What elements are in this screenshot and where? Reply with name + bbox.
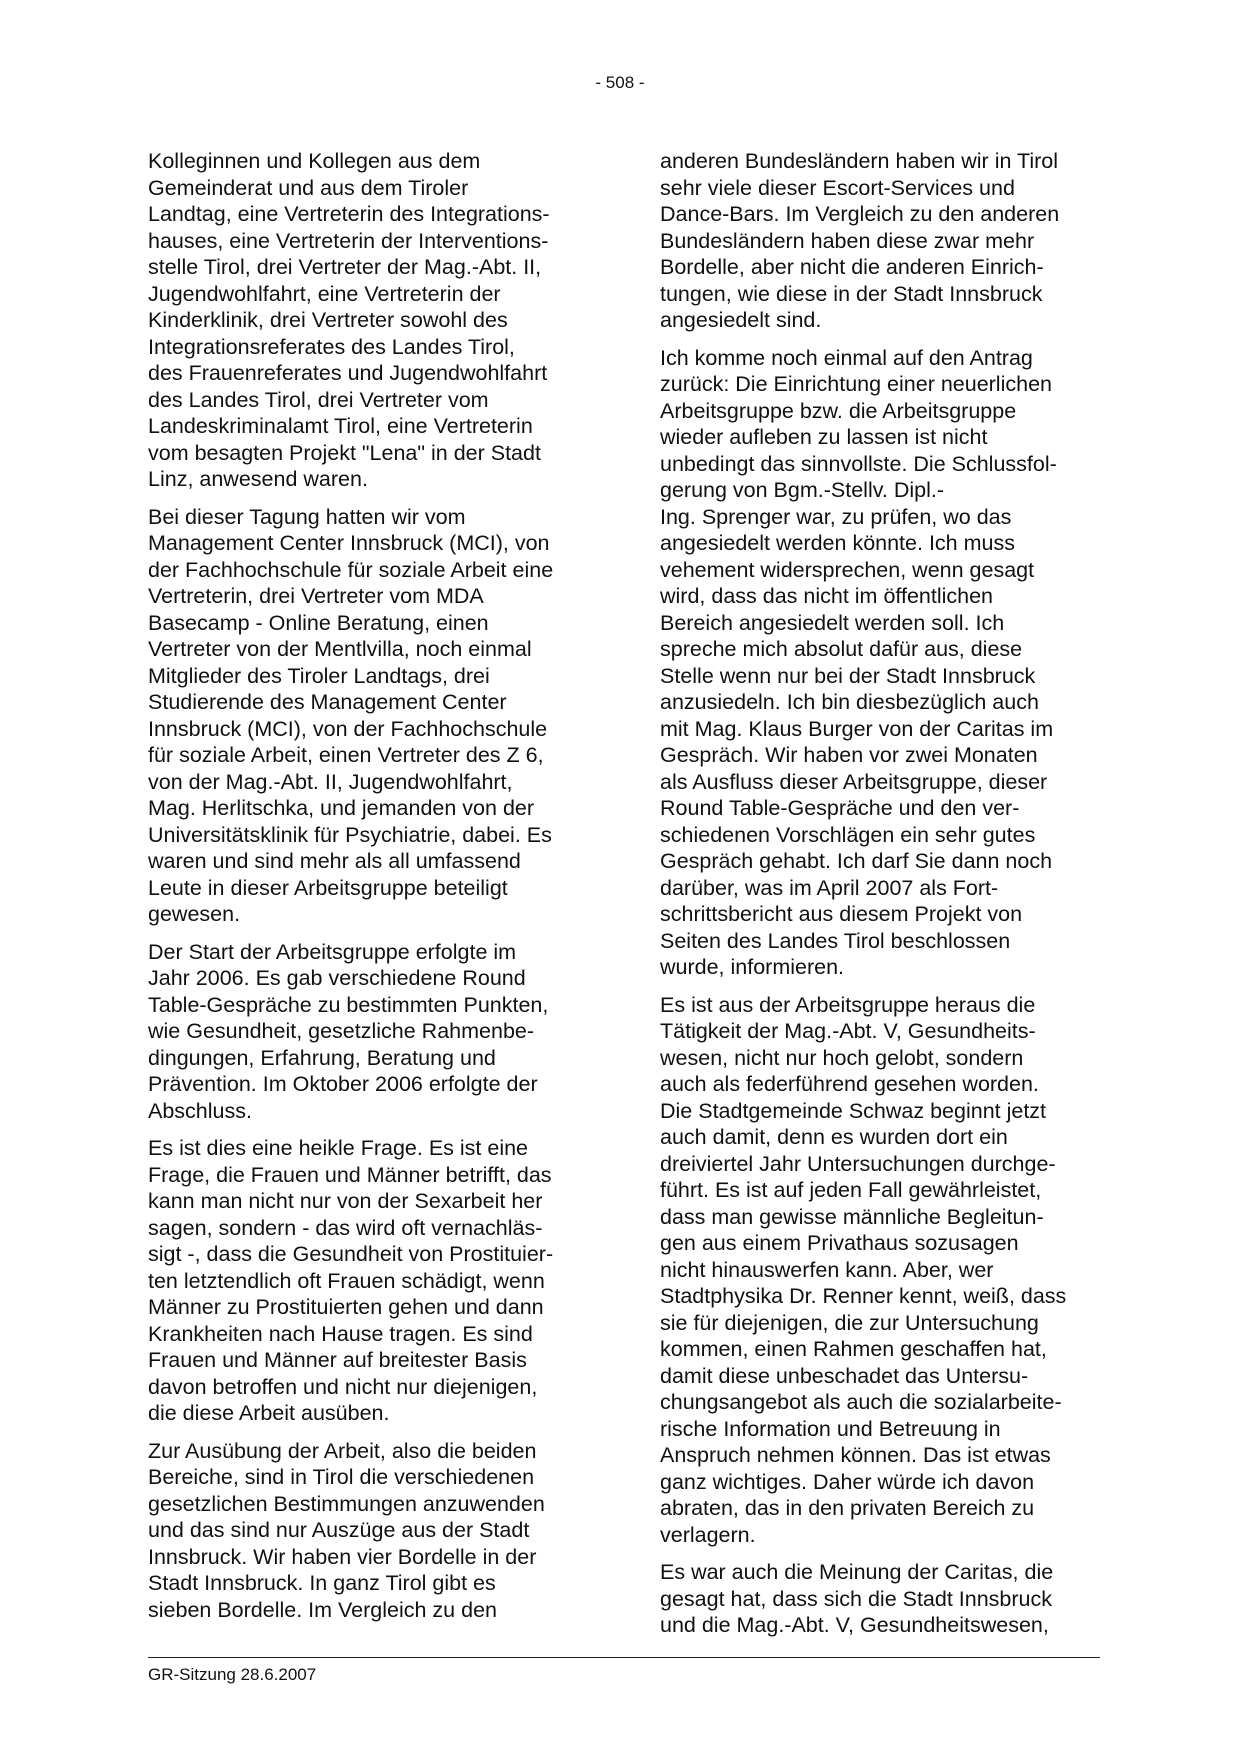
text-line: davon betroffen und nicht nur diejenigen, — [148, 1374, 538, 1399]
text-line: darüber, was im April 2007 als Fort- — [660, 875, 999, 900]
text-line: sigt -, dass die Gesundheit von Prostituier- — [148, 1242, 554, 1266]
text-line: Jahr 2006. Es gab verschiedene Round — [148, 966, 526, 990]
text-line: Dance-Bars. Im Vergleich zu den anderen — [660, 202, 1060, 226]
text-line: Mitglieder des Tiroler Landtags, drei — [148, 663, 490, 688]
text-line: Jugendwohlfahrt, eine Vertreterin der — [148, 281, 501, 306]
text-line: Table-Gespräche zu bestimmten Punkten, — [148, 992, 549, 1017]
text-line: wird, dass das nicht im öffentlichen — [660, 584, 994, 608]
paragraph — [148, 504, 588, 928]
text-line: Anspruch nehmen können. Das ist etwas — [660, 1443, 1051, 1467]
text-line: Linz, anwesend waren. — [148, 467, 368, 491]
text-line: gesetzlichen Bestimmungen anzuwenden — [148, 1491, 545, 1516]
text-line: vom besagten Projekt "Lena" in der Stadt — [148, 440, 541, 465]
paragraph — [148, 148, 588, 493]
text-line: von der Mag.-Abt. II, Jugendwohlfahrt, — [148, 769, 513, 794]
text-line: gen aus einem Privathaus sozusagen — [660, 1231, 1019, 1255]
text-line: Ich komme noch einmal auf den Antrag — [660, 345, 1033, 370]
text-line: Innsbruck. Wir haben vier Bordelle in der — [148, 1544, 537, 1569]
text-line: chungsangebot als auch die sozialarbeite- — [660, 1390, 1062, 1414]
text-line: dass man gewisse männliche Begleitun- — [660, 1204, 1044, 1229]
paragraph — [660, 992, 1100, 1549]
text-line: kann man nicht nur von der Sexarbeit her — [148, 1189, 543, 1213]
paragraph — [148, 1438, 588, 1624]
text-line: verlagern. — [660, 1522, 756, 1547]
text-line: vehement widersprechen, wenn gesagt — [660, 557, 1035, 582]
text-line: sehr viele dieser Escort-Services und — [660, 175, 1015, 200]
text-line: wurde, informieren. — [660, 955, 845, 979]
text-line: sagen, sondern - das wird oft vernachläs- — [148, 1215, 543, 1240]
paragraph — [660, 345, 1100, 981]
text-line: als Ausfluss dieser Arbeitsgruppe, dieser — [660, 769, 1048, 794]
text-line: Innsbruck (MCI), von der Fachhochschule — [148, 716, 548, 741]
text-line: Der Start der Arbeitsgruppe erfolgte im — [148, 939, 517, 964]
text-line: Vertreterin, drei Vertreter vom MDA — [148, 584, 484, 608]
text-line: Prävention. Im Oktober 2006 erfolgte der — [148, 1072, 538, 1096]
text-line: waren und sind mehr als all umfassend — [148, 849, 521, 873]
text-line: des Landes Tirol, drei Vertreter vom — [148, 387, 489, 412]
text-line: Seiten des Landes Tirol beschlossen — [660, 928, 1011, 953]
text-line: Ing. Sprenger war, zu prüfen, wo das — [660, 504, 1012, 529]
footer-divider — [148, 1657, 1100, 1658]
text-line: Bei dieser Tagung hatten wir vom — [148, 504, 466, 529]
footer-session-label: GR-Sitzung 28.6.2007 — [148, 1665, 317, 1684]
text-line: auch damit, denn es wurden dort ein — [660, 1125, 1008, 1149]
page-number: - 508 - — [595, 73, 645, 92]
text-line: Landeskriminalamt Tirol, eine Vertreterin — [148, 414, 533, 438]
text-line: angesiedelt sind. — [660, 308, 822, 332]
text-line: Gespräch. Wir haben vor zwei Monaten — [660, 743, 1038, 767]
text-line: Es ist dies eine heikle Frage. Es ist eine — [148, 1136, 529, 1160]
text-line: führt. Es ist auf jeden Fall gewährleistet, — [660, 1178, 1042, 1202]
text-line: Integrationsreferates des Landes Tirol, — [148, 334, 515, 359]
text-line: Die Stadtgemeinde Schwaz beginnt jetzt — [660, 1098, 1047, 1123]
text-line: dreiviertel Jahr Untersuchungen durchge- — [660, 1151, 1056, 1176]
text-line: ten letztendlich oft Frauen schädigt, wenn — [148, 1268, 545, 1293]
text-line: Universitätsklinik für Psychiatrie, dabei. Es — [148, 822, 552, 847]
text-line: schiedenen Vorschlägen ein sehr gutes — [660, 822, 1036, 847]
text-line: Stadtphysika Dr. Renner kennt, weiß, dass — [660, 1284, 1067, 1308]
paragraph — [660, 1559, 1100, 1639]
text-line: Mag. Herlitschka, und jemanden von der — [148, 796, 535, 820]
text-line: Gemeinderat und aus dem Tiroler — [148, 175, 469, 200]
text-line: kommen, einen Rahmen geschaffen hat, — [660, 1337, 1047, 1361]
text-line: anderen Bundesländern haben wir in Tirol — [660, 149, 1059, 173]
paragraph — [148, 1135, 588, 1427]
text-line: Stelle wenn nur bei der Stadt Innsbruck — [660, 663, 1036, 688]
text-line: gewesen. — [148, 902, 241, 926]
text-line: Frage, die Frauen und Männer betrifft, das — [148, 1162, 552, 1187]
text-line: sieben Bordelle. Im Vergleich zu den — [148, 1597, 497, 1622]
text-line: Gespräch gehabt. Ich darf Sie dann noch — [660, 849, 1053, 873]
text-line: dingungen, Erfahrung, Beratung und — [148, 1045, 496, 1070]
text-line: Männer zu Prostituierten gehen und dann — [148, 1295, 544, 1319]
text-line: Leute in dieser Arbeitsgruppe beteiligt — [148, 875, 508, 900]
text-line: tungen, wie diese in der Stadt Innsbruck — [660, 281, 1043, 306]
paragraph — [660, 148, 1100, 334]
text-line: ganz wichtiges. Daher würde ich davon — [660, 1469, 1035, 1494]
text-line: Stadt Innsbruck. In ganz Tirol gibt es — [148, 1571, 496, 1595]
text-line: Basecamp - Online Beratung, einen — [148, 610, 489, 635]
text-line: Kinderklinik, drei Vertreter sowohl des — [148, 308, 508, 332]
text-line: Arbeitsgruppe bzw. die Arbeitsgruppe — [660, 398, 1017, 423]
text-line: Kolleginnen und Kollegen aus dem — [148, 149, 481, 173]
text-line: Bereiche, sind in Tirol die verschiedenen — [148, 1465, 535, 1489]
text-line: für soziale Arbeit, einen Vertreter des Z 6, — [148, 743, 544, 767]
text-line: auch als federführend gesehen worden. — [660, 1072, 1039, 1096]
text-line: hauses, eine Vertreterin der Interventions- — [148, 228, 549, 253]
text-line: Frauen und Männer auf breitester Basis — [148, 1348, 527, 1372]
text-line: spreche mich absolut dafür aus, diese — [660, 637, 1023, 661]
paragraph — [148, 939, 588, 1125]
text-line: Es ist aus der Arbeitsgruppe heraus die — [660, 992, 1036, 1017]
text-line: damit diese unbeschadet das Untersu- — [660, 1363, 1029, 1388]
text-line: und die Mag.-Abt. V, Gesundheitswesen, — [660, 1613, 1049, 1637]
left-column — [148, 148, 588, 1634]
text-line: mit Mag. Klaus Burger von der Caritas im — [660, 716, 1054, 741]
right-column — [660, 148, 1100, 1650]
text-line: angesiedelt werden könnte. Ich muss — [660, 531, 1015, 555]
text-line: wie Gesundheit, gesetzliche Rahmenbe- — [148, 1019, 535, 1043]
text-line: gesagt hat, dass sich die Stadt Innsbruck — [660, 1586, 1053, 1611]
text-line: wesen, nicht nur hoch gelobt, sondern — [660, 1045, 1024, 1070]
text-line: Tätigkeit der Mag.-Abt. V, Gesundheits- — [660, 1019, 1036, 1043]
text-line: gerung von Bgm.-Stellv. Dipl.- — [660, 478, 944, 502]
text-line: wieder aufleben zu lassen ist nicht — [660, 425, 988, 449]
text-line: zurück: Die Einrichtung einer neuerlichen — [660, 372, 1052, 396]
text-line: Bundesländern haben diese zwar mehr — [660, 228, 1035, 253]
text-line: rische Information und Betreuung in — [660, 1416, 1001, 1441]
text-line: stelle Tirol, drei Vertreter der Mag.-Abt. II, — [148, 255, 542, 279]
text-line: Es war auch die Meinung der Caritas, die — [660, 1560, 1054, 1584]
text-line: Bereich angesiedelt werden soll. Ich — [660, 610, 1005, 635]
text-line: Studierende des Management Center — [148, 690, 507, 714]
text-line: anzusiedeln. Ich bin diesbezüglich auch — [660, 690, 1039, 714]
text-line: Abschluss. — [148, 1098, 252, 1123]
text-line: unbedingt das sinnvollste. Die Schlussfol- — [660, 451, 1057, 476]
text-line: Vertreter von der Mentlvilla, noch einmal — [148, 637, 532, 661]
text-line: des Frauenreferates und Jugendwohlfahrt — [148, 361, 548, 385]
text-line: der Fachhochschule für soziale Arbeit eine — [148, 557, 554, 582]
text-line: die diese Arbeit ausüben. — [148, 1401, 390, 1425]
text-line: abraten, das in den privaten Bereich zu — [660, 1496, 1035, 1520]
text-line: Bordelle, aber nicht die anderen Einrich- — [660, 255, 1044, 279]
text-line: Krankheiten nach Hause tragen. Es sind — [148, 1321, 533, 1346]
text-line: Round Table-Gespräche und den ver- — [660, 796, 1020, 820]
text-line: und das sind nur Auszüge aus der Stadt — [148, 1518, 530, 1542]
text-line: Zur Ausübung der Arbeit, also die beiden — [148, 1438, 537, 1463]
text-line: schrittsbericht aus diesem Projekt von — [660, 902, 1023, 926]
text-line: sie für diejenigen, die zur Untersuchung — [660, 1310, 1039, 1335]
text-line: Management Center Innsbruck (MCI), von — [148, 531, 550, 555]
text-line: nicht hinauswerfen kann. Aber, wer — [660, 1257, 994, 1282]
text-line: Landtag, eine Vertreterin des Integrations- — [148, 202, 550, 226]
